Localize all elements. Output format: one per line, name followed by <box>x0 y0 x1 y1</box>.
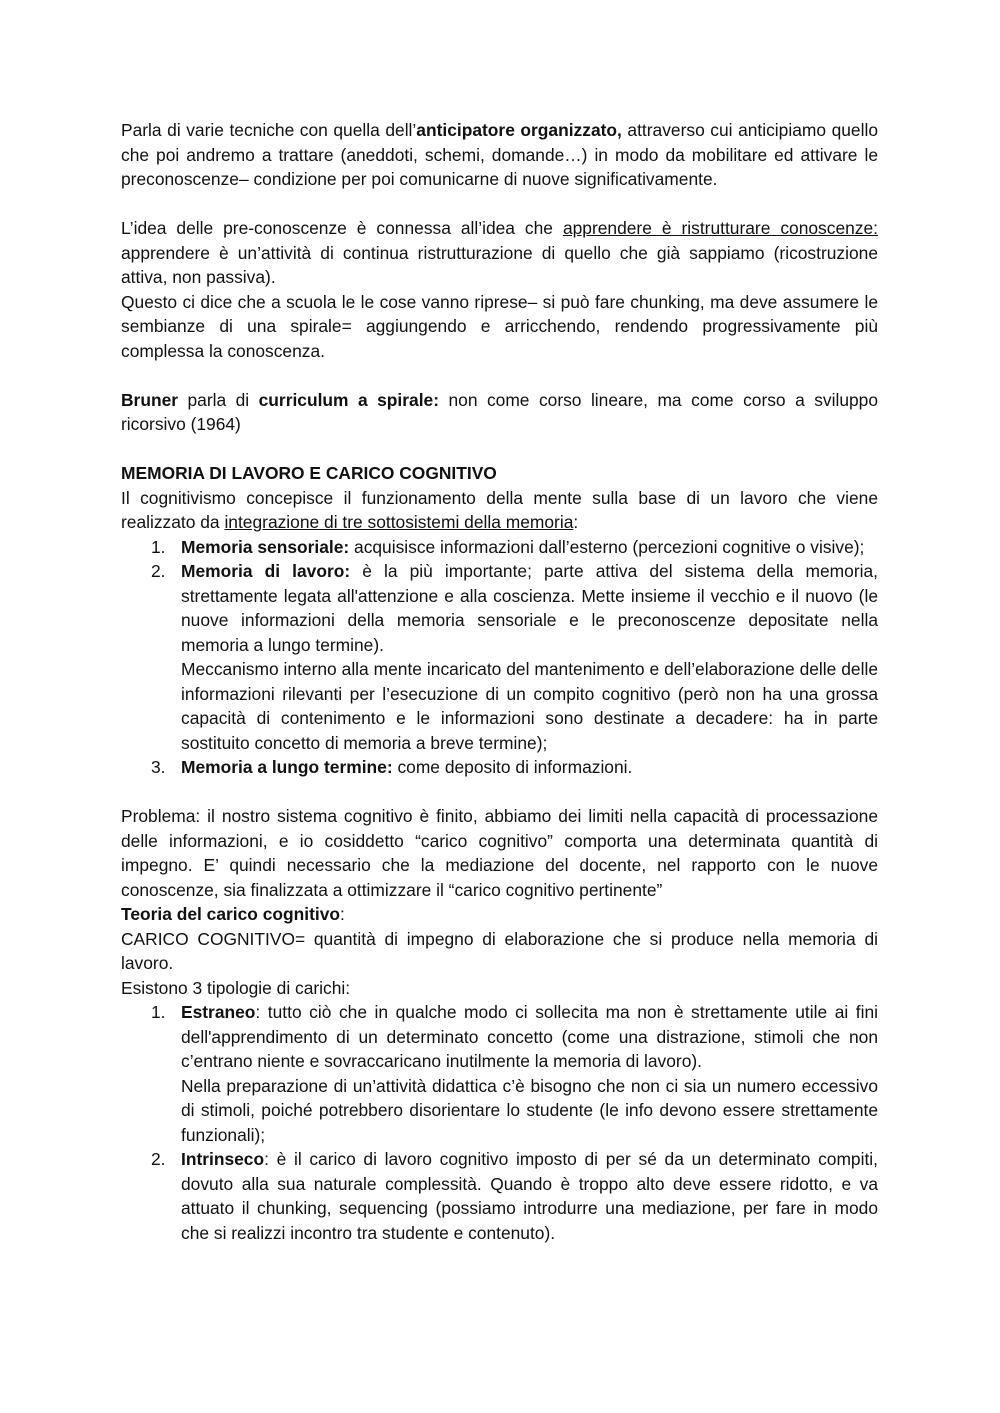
list-item-title: Memoria sensoriale: <box>181 536 350 557</box>
paragraph-bruner <box>121 388 878 437</box>
list-item-extra: Nella preparazione di un’attività didattica c’è bisogno che non ci sia un numero eccessivo di stimoli, poiché potrebbero disorientare lo studente (le info devono essere strettamente funzionali); <box>181 1075 878 1145</box>
text-run: : <box>340 904 345 924</box>
paragraph-preconoscenze <box>121 216 878 290</box>
load-types-list <box>121 1000 878 1245</box>
list-item-title: Memoria di lavoro: <box>181 561 351 581</box>
bold-term: curriculum a spirale: <box>258 389 439 410</box>
document-page <box>121 118 878 1245</box>
bold-term: anticipatore organizzato, <box>416 120 622 140</box>
list-item-title: Estraneo <box>181 1002 256 1022</box>
text-run: L’idea delle pre-conoscenze è connessa all’idea che <box>121 218 563 238</box>
underlined-phrase: apprendere è ristrutturare conoscenze: <box>562 218 878 238</box>
list-item-text: : tutto ciò che in qualche modo ci sollecita ma non è strettamente utile ai fini dell'apprendimento di un determinato concetto (come una distrazione, stimoli che non c’entrano niente e sovraccaricano inutilmente la memoria di lavoro). <box>181 1002 878 1071</box>
list-item-text: : è il carico di lavoro cognitivo imposto di per sé da un determinato compiti, dovuto alla sua naturale complessità. Quando è troppo alto deve essere ridotto, e va attuato il chunking, sequencing (possiamo introdurre una mediazione, per fare in modo che si realizzi incontro tra studente e contenuto). <box>181 1149 878 1243</box>
bold-term: Bruner <box>121 389 179 410</box>
list-item-extra: Meccanismo interno alla mente incaricato del mantenimento e dell’elaborazione delle delle informazioni rilevanti per l’esecuzione di un compito cognitivo (però non ha una grossa capacità di contenimento e le informazioni sono destinate a decadere: ha in parte sostituito concetto di memoria a breve termine); <box>181 659 878 753</box>
list-number: 3. <box>151 757 166 777</box>
paragraph-teoria <box>121 902 878 927</box>
spacer <box>121 192 878 217</box>
spacer <box>121 363 878 388</box>
paragraph-tipologie: Esistono 3 tipologie di carichi: <box>121 977 351 998</box>
list-item-text: acquisisce informazioni dall’esterno (percezioni cognitive o visive); <box>349 536 865 557</box>
list-number: 1. <box>151 1002 166 1022</box>
list-number: 2. <box>151 561 166 581</box>
paragraph-problema: Problema: il nostro sistema cognitivo è finito, abbiamo dei limiti nella capacità di processazione delle informazioni, e io cosiddetto “carico cognitivo” comporta una determinata quantità di impegno. E’ quindi necessario che la mediazione del docente, nel rapporto con le nuove conoscenze, sia finalizzata a ottimizzare il “carico cognitivo pertinente” <box>121 806 878 900</box>
list-item <box>121 559 878 755</box>
list-number: 2. <box>151 1149 166 1169</box>
list-item-title: Memoria a lungo termine: <box>181 757 393 777</box>
paragraph-definizione: CARICO COGNITIVO= quantità di impegno di elaborazione che si produce nella memoria di lavoro. <box>121 928 878 973</box>
list-item <box>121 535 878 560</box>
paragraph-cognitivismo <box>121 486 878 535</box>
paragraph-anticipatore <box>121 118 878 192</box>
text-run: non come corso lineare, ma come corso a sviluppo ricorsivo (1964) <box>121 389 879 434</box>
list-item-text: come deposito di informazioni. <box>392 757 633 777</box>
paragraph-spirale: Questo ci dice che a scuola le le cose vanno riprese– si può fare chunking, ma deve assumere le sembianze di una spirale= aggiungendo e arricchendo, rendendo progressivamente più complessa la conoscenza. <box>121 291 878 361</box>
list-item <box>121 755 878 780</box>
memory-list <box>121 535 878 780</box>
list-item <box>121 1000 878 1147</box>
text-run: attraverso cui anticipiamo quello che poi andremo a trattare (aneddoti, schemi, domande…) in modo da mobilitare ed attivare le preconoscenze– condizione per poi comunicarne di nuove significativamente. <box>121 120 879 189</box>
section-heading <box>121 461 878 486</box>
text-run: Parla di varie tecniche con quella dell’ <box>121 120 417 140</box>
list-item-text: è la più importante; parte attiva del sistema della memoria, strettamente legata all'attenzione e alla coscienza. Mette insieme il vecchio e il nuovo (le nuove informazioni della memoria sensoriale e le preconoscenze depositate nella memoria a lungo termine). <box>181 561 878 655</box>
list-item <box>121 1147 878 1245</box>
text-run: apprendere è un’attività di continua ristrutturazione di quello che già sappiamo (ricostruzione attiva, non passiva). <box>121 242 878 287</box>
underlined-phrase: integrazione di tre sottosistemi della memoria <box>224 512 574 532</box>
spacer <box>121 437 878 462</box>
spacer <box>121 780 878 805</box>
text-run: : <box>573 512 579 532</box>
list-number: 1. <box>151 536 166 557</box>
heading-text: MEMORIA DI LAVORO E CARICO COGNITIVO <box>121 463 497 483</box>
text-run: parla di <box>178 389 259 410</box>
bold-term: Teoria del carico cognitivo <box>121 904 341 924</box>
text-run: Il cognitivismo concepisce il funzionamento della mente sulla base di un lavoro che viene realizzato da <box>121 487 878 532</box>
list-item-title: Intrinseco <box>181 1149 265 1169</box>
